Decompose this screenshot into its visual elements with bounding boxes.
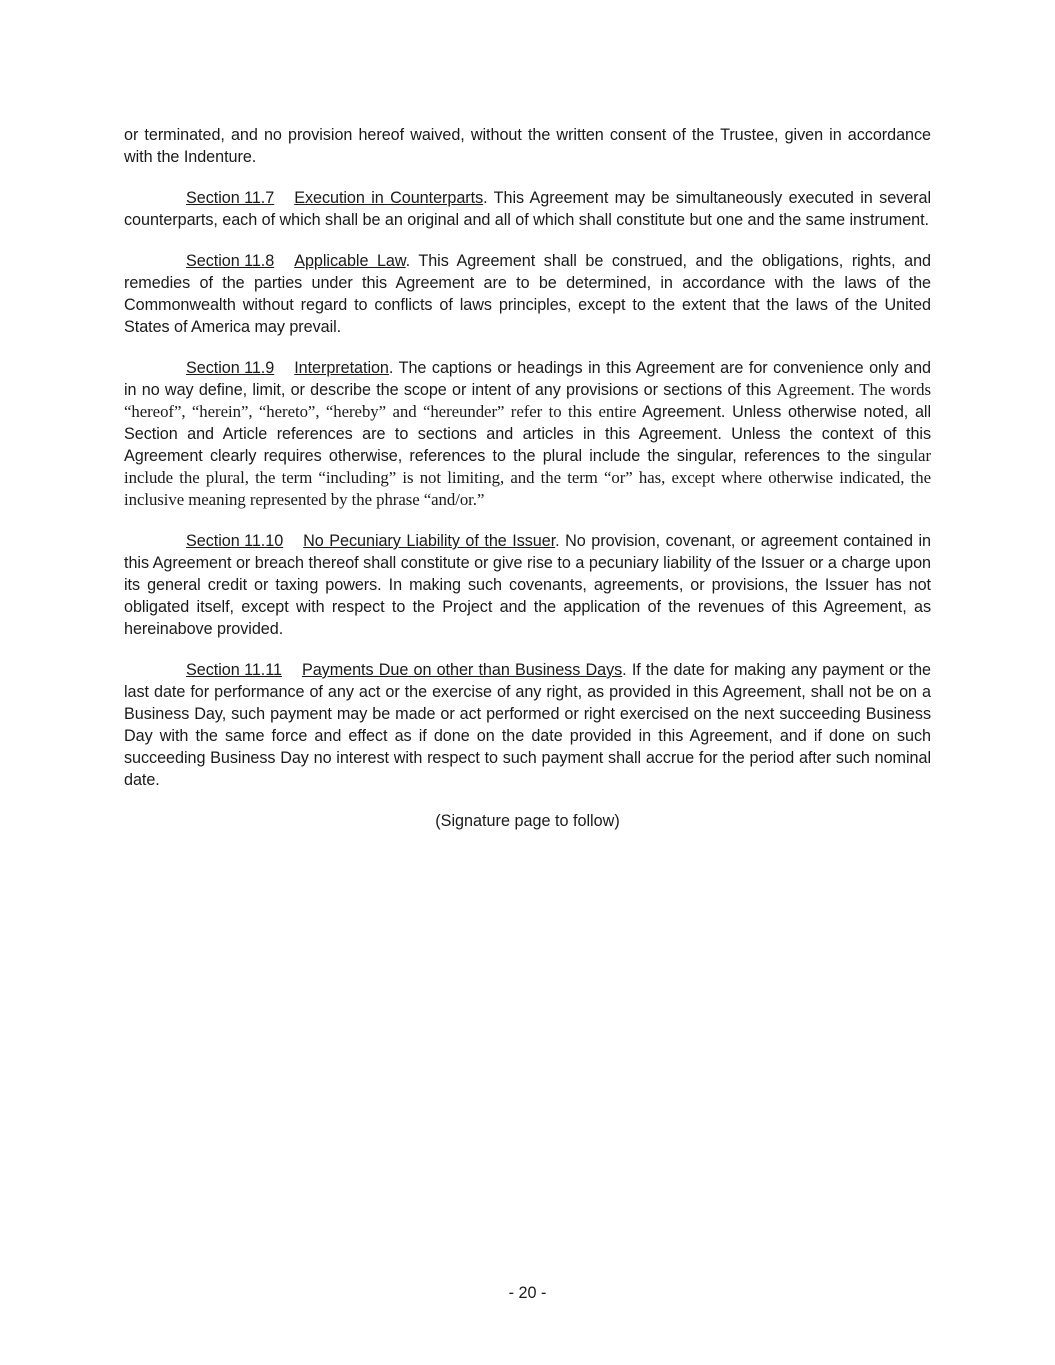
section-number: Section 11.10 <box>186 532 284 550</box>
section-11-7 <box>124 187 931 231</box>
section-title: No Pecuniary Liability of the Issuer <box>303 532 556 550</box>
intro-text: or terminated, and no provision hereof waived, without the written consent of the Trustee, given in accordance with the Indenture. <box>124 126 931 166</box>
section-title: Interpretation <box>294 359 389 377</box>
signature-page-note: (Signature page to follow) <box>435 812 620 830</box>
section-body-part-a: . The captions or headings in this Agreement are for convenience only and in no way define, limit, or describe the scope or intent of any provisions or sections of this <box>124 359 931 399</box>
section-title: Payments Due on other than Business Days <box>301 661 623 679</box>
section-body-part-d: singular include the plural, the term “including” is not limiting, and the term “or” has, except where otherwise indicated, the inclusive meaning represented by the phrase “and/or.” <box>124 446 931 509</box>
section-11-9 <box>124 357 931 511</box>
page-number: - 20 - <box>508 1284 547 1302</box>
section-number: Section 11.9 <box>186 359 275 377</box>
section-body: . If the date for making any payment or the last date for performance of any act or the exercise of any right, as provided in this Agreement, shall not be on a Business Day, such payment may be made or act performed or right exercised on the next succeeding Business Day with the same force and effect as if done on the date provided in this Agreement, and if done on such succeeding Business Day no interest with respect to such payment shall accrue for the period after such nominal date. <box>124 661 932 789</box>
intro-paragraph <box>124 124 931 168</box>
section-number: Section 11.8 <box>186 252 275 270</box>
section-11-11 <box>124 659 931 791</box>
section-title: Execution in Counterparts <box>294 189 484 207</box>
section-11-8 <box>124 250 931 338</box>
section-number: Section 11.11 <box>186 661 282 679</box>
section-body: . No provision, covenant, or agreement contained in this Agreement or breach thereof shall constitute or give rise to a pecuniary liability of the Issuer or a charge upon its general credit or taxing powers. In making such covenants, agreements, or provisions, the Issuer has not obligated itself, except with respect to the Project and the application of the revenues of this Agreement, as hereinabove provided. <box>124 532 931 638</box>
section-11-10 <box>124 530 931 640</box>
section-body-part-c: Agreement. Unless otherwise noted, all Section and Article references are to sections and articles in this Agreement. Unless the context of this Agreement clearly requires otherwise, references to the plural include the singular, references to the <box>124 403 931 465</box>
section-body: . This Agreement may be simultaneously executed in several counterparts, each of which shall be an original and all of which shall constitute but one and the same instrument. <box>124 189 931 229</box>
document-body <box>124 124 931 832</box>
section-body-part-b: Agreement. The words “hereof”, “herein”, “hereto”, “hereby” and “hereunder” refer to this entire <box>124 380 931 421</box>
section-title: Applicable Law <box>294 252 406 270</box>
section-body: . This Agreement shall be construed, and the obligations, rights, and remedies of the parties under this Agreement are to be determined, in accordance with the laws of the Commonwealth without regard to conflicts of laws principles, except to the extent that the laws of the United States of America may prevail. <box>124 252 931 336</box>
section-number: Section 11.7 <box>186 189 275 207</box>
